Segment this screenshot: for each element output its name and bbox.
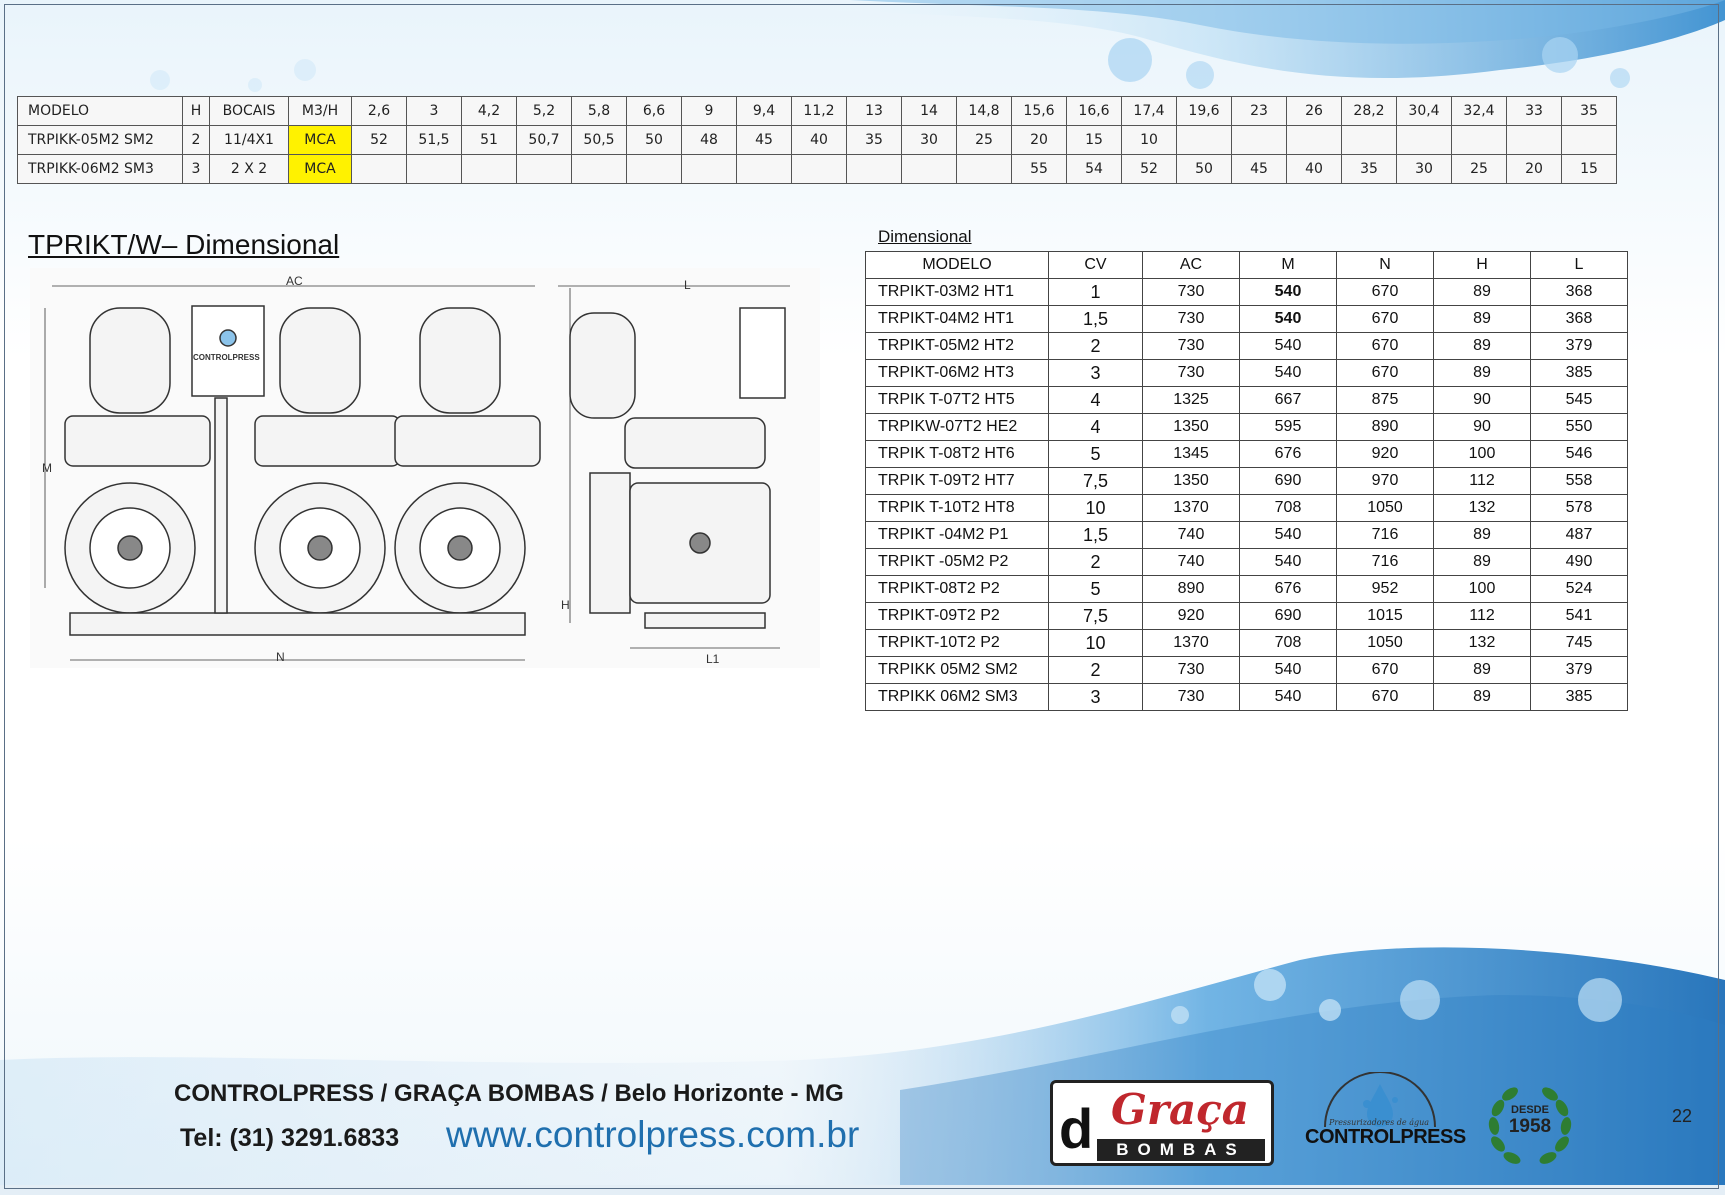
cell: 2 <box>1049 657 1143 684</box>
cell: 89 <box>1434 684 1531 711</box>
col-header: MODELO <box>866 252 1049 279</box>
dimension-row <box>866 684 1628 711</box>
row-h: 3 <box>183 155 210 184</box>
flow-header: 13 <box>847 97 902 126</box>
cell: 4 <box>1049 387 1143 414</box>
pressure-value <box>627 155 682 184</box>
flow-header: 28,2 <box>1342 97 1397 126</box>
graca-logo-name: Graça <box>1111 1085 1249 1134</box>
cell: 670 <box>1337 333 1434 360</box>
flow-header: 9,4 <box>737 97 792 126</box>
cell: 676 <box>1240 576 1337 603</box>
cell: TRPIK T-10T2 HT8 <box>866 495 1049 522</box>
col-header: CV <box>1049 252 1143 279</box>
row-bocais: 2 X 2 <box>210 155 289 184</box>
cell: 1325 <box>1143 387 1240 414</box>
performance-table <box>17 96 1617 184</box>
flow-header: 23 <box>1232 97 1287 126</box>
cell: 90 <box>1434 414 1531 441</box>
dimension-row <box>866 576 1628 603</box>
dimensional-section-title: TPRIKT/W– Dimensional <box>28 229 340 260</box>
cell: 7,5 <box>1049 468 1143 495</box>
cell: 970 <box>1337 468 1434 495</box>
cell: 540 <box>1240 684 1337 711</box>
pressure-value: 50,7 <box>517 126 572 155</box>
cell: 740 <box>1143 522 1240 549</box>
row-unit-mca: MCA <box>289 126 352 155</box>
cell: 89 <box>1434 549 1531 576</box>
cell: 89 <box>1434 279 1531 306</box>
flow-header: 5,2 <box>517 97 572 126</box>
pressure-value <box>1287 126 1342 155</box>
pressure-value: 10 <box>1122 126 1177 155</box>
row-modelo: TRPIKK-06M2 SM3 <box>18 155 183 184</box>
flow-header: 5,8 <box>572 97 627 126</box>
cell: 1350 <box>1143 468 1240 495</box>
dimension-row <box>866 522 1628 549</box>
cell: 89 <box>1434 360 1531 387</box>
dimension-row <box>866 549 1628 576</box>
pressure-value <box>847 155 902 184</box>
dimension-table-title: Dimensional <box>878 227 972 246</box>
cell: 745 <box>1531 630 1628 657</box>
cell: 89 <box>1434 657 1531 684</box>
cell: 670 <box>1337 360 1434 387</box>
cell: 667 <box>1240 387 1337 414</box>
cell: 379 <box>1531 333 1628 360</box>
header-modelo: MODELO <box>18 97 183 126</box>
pressure-value: 45 <box>737 126 792 155</box>
cell: 546 <box>1531 441 1628 468</box>
controlpress-logo-name: CONTROLPRESS <box>1305 1126 1466 1148</box>
cell: 920 <box>1143 603 1240 630</box>
cell: TRPIK T-07T2 HT5 <box>866 387 1049 414</box>
cell: 1050 <box>1337 630 1434 657</box>
footer-website-link[interactable]: www.controlpress.com.br <box>446 1114 860 1155</box>
cell: TRPIKK 05M2 SM2 <box>866 657 1049 684</box>
row-h: 2 <box>183 126 210 155</box>
cell: TRPIKT-09T2 P2 <box>866 603 1049 630</box>
pressure-value <box>792 155 847 184</box>
cell: 10 <box>1049 630 1143 657</box>
cell: 3 <box>1049 684 1143 711</box>
drawing-label-l: L <box>684 278 691 292</box>
cell: 132 <box>1434 630 1531 657</box>
pressure-value: 25 <box>957 126 1012 155</box>
pressure-value <box>1562 126 1617 155</box>
drawing-label-ac: AC <box>286 274 303 288</box>
cell: 670 <box>1337 306 1434 333</box>
pressure-value: 51,5 <box>407 126 462 155</box>
flow-header: 9 <box>682 97 737 126</box>
cell: 716 <box>1337 549 1434 576</box>
seal-year-text: 1958 <box>1508 1116 1552 1137</box>
pressure-value <box>957 155 1012 184</box>
cell: 7,5 <box>1049 603 1143 630</box>
cell: 524 <box>1531 576 1628 603</box>
pressure-value: 51 <box>462 126 517 155</box>
controlpress-tagline: Pressurizadores de água <box>1328 1118 1430 1127</box>
cell: 890 <box>1143 576 1240 603</box>
cell: 4 <box>1049 414 1143 441</box>
cell: 90 <box>1434 387 1531 414</box>
header-m3h: M3/H <box>289 97 352 126</box>
cell: 100 <box>1434 576 1531 603</box>
dimension-row <box>866 387 1628 414</box>
cell: 5 <box>1049 441 1143 468</box>
col-header: L <box>1531 252 1628 279</box>
row-modelo: TRPIKK-05M2 SM2 <box>18 126 183 155</box>
cell: TRPIKT-08T2 P2 <box>866 576 1049 603</box>
cell: TRPIKT -04M2 P1 <box>866 522 1049 549</box>
footer-company-line: CONTROLPRESS / GRAÇA BOMBAS / Belo Horizonte - MG <box>174 1080 844 1107</box>
graca-bombas-logo <box>1050 1080 1274 1166</box>
cell: 112 <box>1434 468 1531 495</box>
cell: 385 <box>1531 684 1628 711</box>
dimension-row <box>866 603 1628 630</box>
cell: TRPIKT-03M2 HT1 <box>866 279 1049 306</box>
graca-d-mark: d <box>1059 1097 1094 1160</box>
pump-technical-drawing <box>30 268 820 668</box>
cell: 3 <box>1049 360 1143 387</box>
seal-desde-text: DESDE <box>1511 1104 1549 1116</box>
cell: TRPIKT-10T2 P2 <box>866 630 1049 657</box>
cell: 100 <box>1434 441 1531 468</box>
performance-row <box>18 155 1617 184</box>
cell: 132 <box>1434 495 1531 522</box>
dimension-row <box>866 360 1628 387</box>
cell: 730 <box>1143 279 1240 306</box>
col-header: N <box>1337 252 1434 279</box>
flow-header: 6,6 <box>627 97 682 126</box>
pressure-value: 52 <box>352 126 407 155</box>
cell: TRPIK T-09T2 HT7 <box>866 468 1049 495</box>
cell: 550 <box>1531 414 1628 441</box>
cell: 2 <box>1049 333 1143 360</box>
flow-header: 14,8 <box>957 97 1012 126</box>
pressure-value <box>737 155 792 184</box>
cell: 89 <box>1434 306 1531 333</box>
flow-header: 35 <box>1562 97 1617 126</box>
pressure-value <box>352 155 407 184</box>
footer-telephone: Tel: (31) 3291.6833 <box>180 1124 400 1152</box>
pressure-value: 50,5 <box>572 126 627 155</box>
cell: 578 <box>1531 495 1628 522</box>
cell: 708 <box>1240 630 1337 657</box>
cell: 690 <box>1240 468 1337 495</box>
cell: 2 <box>1049 549 1143 576</box>
cell: 540 <box>1240 657 1337 684</box>
cell: 5 <box>1049 576 1143 603</box>
col-header: M <box>1240 252 1337 279</box>
flow-header: 15,6 <box>1012 97 1067 126</box>
drawing-label-m: M <box>42 461 52 475</box>
drawing-label-n: N <box>276 650 285 664</box>
pressure-value: 15 <box>1562 155 1617 184</box>
pressure-value <box>1177 126 1232 155</box>
cell: TRPIKT-06M2 HT3 <box>866 360 1049 387</box>
pressure-value <box>407 155 462 184</box>
performance-header-row <box>18 97 1617 126</box>
pressure-value <box>462 155 517 184</box>
cell: 558 <box>1531 468 1628 495</box>
cell: 379 <box>1531 657 1628 684</box>
pressure-value <box>1397 126 1452 155</box>
dimension-row <box>866 279 1628 306</box>
cell: 1050 <box>1337 495 1434 522</box>
pressure-value <box>682 155 737 184</box>
cell: TRPIKT -05M2 P2 <box>866 549 1049 576</box>
pressure-value <box>1507 126 1562 155</box>
page-number: 22 <box>1672 1106 1693 1126</box>
cell: TRPIK T-08T2 HT6 <box>866 441 1049 468</box>
cell: 1345 <box>1143 441 1240 468</box>
cell: TRPIKW-07T2 HE2 <box>866 414 1049 441</box>
pressure-value <box>572 155 627 184</box>
pressure-value: 15 <box>1067 126 1122 155</box>
pressure-value: 20 <box>1507 155 1562 184</box>
cell: 890 <box>1337 414 1434 441</box>
pressure-value: 50 <box>1177 155 1232 184</box>
cell: 89 <box>1434 522 1531 549</box>
pressure-value: 30 <box>1397 155 1452 184</box>
performance-row <box>18 126 1617 155</box>
cell: 540 <box>1240 549 1337 576</box>
cell: 875 <box>1337 387 1434 414</box>
drawing-label-h: H <box>561 598 570 612</box>
drawing-label-l1: L1 <box>706 652 720 666</box>
flow-header: 16,6 <box>1067 97 1122 126</box>
col-header: AC <box>1143 252 1240 279</box>
cell: 716 <box>1337 522 1434 549</box>
pressure-value <box>902 155 957 184</box>
cell: 540 <box>1240 279 1337 306</box>
pressure-value: 20 <box>1012 126 1067 155</box>
pressure-value <box>517 155 572 184</box>
cell: 670 <box>1337 684 1434 711</box>
cell: 690 <box>1240 603 1337 630</box>
flow-header: 4,2 <box>462 97 517 126</box>
cell: 540 <box>1240 522 1337 549</box>
flow-header: 11,2 <box>792 97 847 126</box>
row-unit-mca: MCA <box>289 155 352 184</box>
flow-header: 17,4 <box>1122 97 1177 126</box>
header-bocais: BOCAIS <box>210 97 289 126</box>
pressure-value: 40 <box>792 126 847 155</box>
dimension-row <box>866 630 1628 657</box>
col-header: H <box>1434 252 1531 279</box>
pressure-value: 25 <box>1452 155 1507 184</box>
flow-header: 19,6 <box>1177 97 1232 126</box>
pressure-value: 30 <box>902 126 957 155</box>
cell: 730 <box>1143 360 1240 387</box>
pressure-value: 45 <box>1232 155 1287 184</box>
dimension-header-row <box>866 252 1628 279</box>
cell: 670 <box>1337 657 1434 684</box>
flow-header: 3 <box>407 97 462 126</box>
cell: 730 <box>1143 306 1240 333</box>
cell: 1,5 <box>1049 306 1143 333</box>
cell: 730 <box>1143 333 1240 360</box>
cell: 676 <box>1240 441 1337 468</box>
dimension-row <box>866 441 1628 468</box>
cell: 541 <box>1531 603 1628 630</box>
cell: 1,5 <box>1049 522 1143 549</box>
cell: 1370 <box>1143 630 1240 657</box>
cell: 1350 <box>1143 414 1240 441</box>
cell: 540 <box>1240 306 1337 333</box>
cell: 952 <box>1337 576 1434 603</box>
dimension-row <box>866 306 1628 333</box>
cell: 540 <box>1240 360 1337 387</box>
flow-header: 14 <box>902 97 957 126</box>
dimension-row <box>866 333 1628 360</box>
pressure-value: 48 <box>682 126 737 155</box>
flow-header: 26 <box>1287 97 1342 126</box>
header-h: H <box>183 97 210 126</box>
cell: 920 <box>1337 441 1434 468</box>
dimension-table <box>865 251 1628 711</box>
flow-header: 33 <box>1507 97 1562 126</box>
dimension-row <box>866 495 1628 522</box>
cell: TRPIKT-04M2 HT1 <box>866 306 1049 333</box>
flow-header: 2,6 <box>352 97 407 126</box>
cell: 540 <box>1240 333 1337 360</box>
cell: 545 <box>1531 387 1628 414</box>
cell: 670 <box>1337 279 1434 306</box>
cell: 112 <box>1434 603 1531 630</box>
cell: 740 <box>1143 549 1240 576</box>
pressure-value: 35 <box>847 126 902 155</box>
pressure-value: 54 <box>1067 155 1122 184</box>
flow-header: 30,4 <box>1397 97 1452 126</box>
pressure-value: 35 <box>1342 155 1397 184</box>
cell: 730 <box>1143 657 1240 684</box>
panel-brand-text: CONTROLPRESS <box>193 353 260 362</box>
flow-header: 32,4 <box>1452 97 1507 126</box>
cell: TRPIKK 06M2 SM3 <box>866 684 1049 711</box>
cell: 368 <box>1531 279 1628 306</box>
pressure-value <box>1232 126 1287 155</box>
cell: 10 <box>1049 495 1143 522</box>
cell: 1 <box>1049 279 1143 306</box>
cell: 490 <box>1531 549 1628 576</box>
cell: 708 <box>1240 495 1337 522</box>
pressure-value <box>1452 126 1507 155</box>
cell: 595 <box>1240 414 1337 441</box>
graca-logo-sub: BOMBAS <box>1097 1139 1265 1161</box>
pressure-value: 50 <box>627 126 682 155</box>
cell: TRPIKT-05M2 HT2 <box>866 333 1049 360</box>
pressure-value: 40 <box>1287 155 1342 184</box>
cell: 89 <box>1434 333 1531 360</box>
dimension-row <box>866 414 1628 441</box>
cell: 385 <box>1531 360 1628 387</box>
dimension-row <box>866 468 1628 495</box>
pressure-value <box>1342 126 1397 155</box>
cell: 1370 <box>1143 495 1240 522</box>
pressure-value: 55 <box>1012 155 1067 184</box>
cell: 368 <box>1531 306 1628 333</box>
pressure-value: 52 <box>1122 155 1177 184</box>
cell: 730 <box>1143 684 1240 711</box>
cell: 487 <box>1531 522 1628 549</box>
row-bocais: 11/4X1 <box>210 126 289 155</box>
dimension-row <box>866 657 1628 684</box>
cell: 1015 <box>1337 603 1434 630</box>
